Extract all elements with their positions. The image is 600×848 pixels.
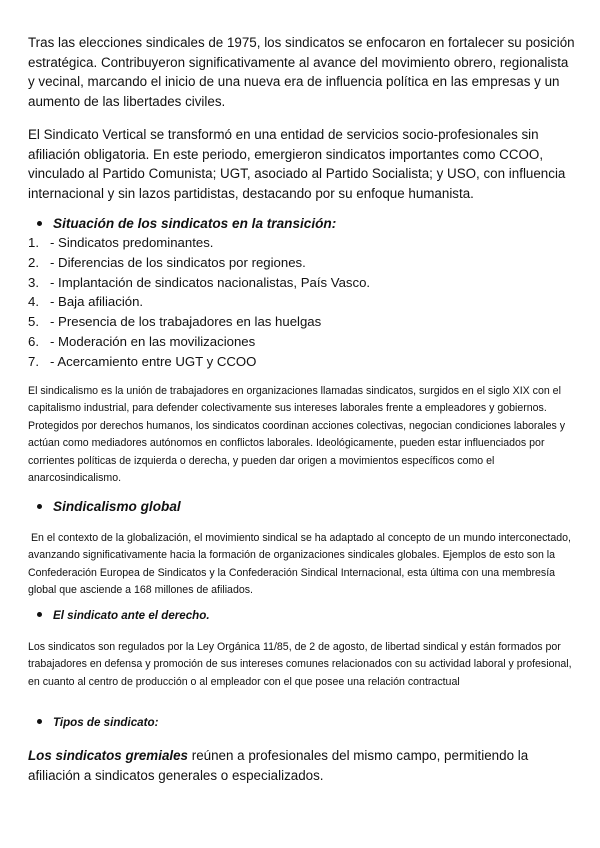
list-number: 6. bbox=[28, 333, 39, 349]
transicion-list bbox=[28, 233, 370, 372]
intro-paragraph-1: Tras las elecciones sindicales de 1975, los sindicatos se enfocaron en fortalecer su posición estratégica. Contribuyeron significativamente al avance del movimiento obrero, regionalista y vecinal, marcando el inicio de una nueva era de influencia política en las empresas y un aumento de las libertades civiles. bbox=[28, 35, 575, 109]
bullet-icon bbox=[37, 719, 42, 724]
derecho-paragraph: Los sindicatos son regulados por la Ley Orgánica 11/85, de 2 de agosto, de libertad sindical y están formados por trabajadores en defensa y promoción de sus intereses comunes relacionados con su actividad laboral y profesional, en cuanto al centro de producción o al empleador con el que posee una relación contractual bbox=[28, 641, 572, 688]
sindicalismo-paragraph: El sindicalismo es la unión de trabajadores en organizaciones llamadas sindicatos, surgidos en el siglo XIX con el capitalismo industrial, para defender colectivamente sus intereses laborales frente a empleadores y gobiernos. Protegidos por derechos humanos, los sindicatos coordinan acciones colectivas, negocian condiciones laborales y actúan como mediadores autónomos en conflictos laborales. Ideológicamente, pueden estar influenciados por corrientes políticas de izquierda o derecha, y pueden dar origen a movimientos específicos como el anarcosindicalismo. bbox=[28, 385, 566, 485]
global-heading-text: Sindicalismo global bbox=[53, 499, 181, 514]
list-number: 2. bbox=[28, 254, 39, 270]
bullet-icon bbox=[37, 612, 42, 617]
tipos-lead: Los sindicatos gremiales bbox=[28, 748, 189, 763]
list-item bbox=[28, 312, 370, 332]
derecho-heading-text: El sindicato ante el derecho. bbox=[53, 609, 210, 622]
global-heading bbox=[37, 499, 557, 514]
list-text: - Baja afiliación. bbox=[50, 294, 144, 310]
list-text: - Diferencias de los sindicatos por regiones. bbox=[50, 254, 306, 270]
intro-paragraph-2: El Sindicato Vertical se transformó en una entidad de servicios socio-profesionales sin afiliación obligatoria. En este periodo, emergieron sindicatos importantes como CCOO, vinculado al Partido Comunista; UGT, asociado al Partido Socialista; y USO, con influencia internacional y sin lazos partidistas, destacando por su enfoque humanista. bbox=[28, 127, 566, 201]
bullet-icon bbox=[37, 221, 42, 226]
list-text: - Presencia de los trabajadores en las huelgas bbox=[50, 314, 322, 330]
list-item bbox=[28, 352, 370, 372]
derecho-heading bbox=[37, 609, 557, 622]
bullet-icon bbox=[37, 504, 42, 509]
list-number: 3. bbox=[28, 274, 39, 290]
list-text: - Implantación de sindicatos nacionalistas, País Vasco. bbox=[50, 274, 371, 290]
tipos-heading-text: Tipos de sindicato: bbox=[53, 716, 159, 729]
tipos-paragraph bbox=[28, 746, 576, 785]
list-number: 5. bbox=[28, 314, 39, 330]
list-item bbox=[28, 273, 370, 293]
tipos-heading bbox=[37, 716, 557, 729]
list-number: 7. bbox=[28, 353, 39, 369]
list-number: 4. bbox=[28, 294, 39, 310]
list-number: 1. bbox=[28, 235, 39, 250]
transicion-heading bbox=[37, 216, 557, 231]
list-text: - Moderación en las movilizaciones bbox=[50, 333, 256, 349]
list-text: - Sindicatos predominantes. bbox=[50, 235, 214, 250]
list-item bbox=[28, 332, 370, 352]
transicion-heading-text: Situación de los sindicatos en la transición: bbox=[53, 216, 337, 231]
list-item bbox=[28, 233, 370, 253]
tipos-rest: reúnen a profesionales del mismo campo, permitiendo la afiliación a sindicatos generales o especializados. bbox=[28, 748, 529, 783]
list-item bbox=[28, 253, 370, 273]
list-text: - Acercamiento entre UGT y CCOO bbox=[50, 353, 257, 369]
global-paragraph: En el contexto de la globalización, el movimiento sindical se ha adaptado al concepto de un mundo interconectado, avanzando significativamente hacia la formación de organizaciones sindicales globales. Ejemplos de esto son la Confederación Europea de Sindicatos y la Confederación Sindical Internacional, esta última con una membresía global que asciende a 168 millones de afiliados. bbox=[28, 532, 574, 597]
list-item bbox=[28, 292, 370, 312]
